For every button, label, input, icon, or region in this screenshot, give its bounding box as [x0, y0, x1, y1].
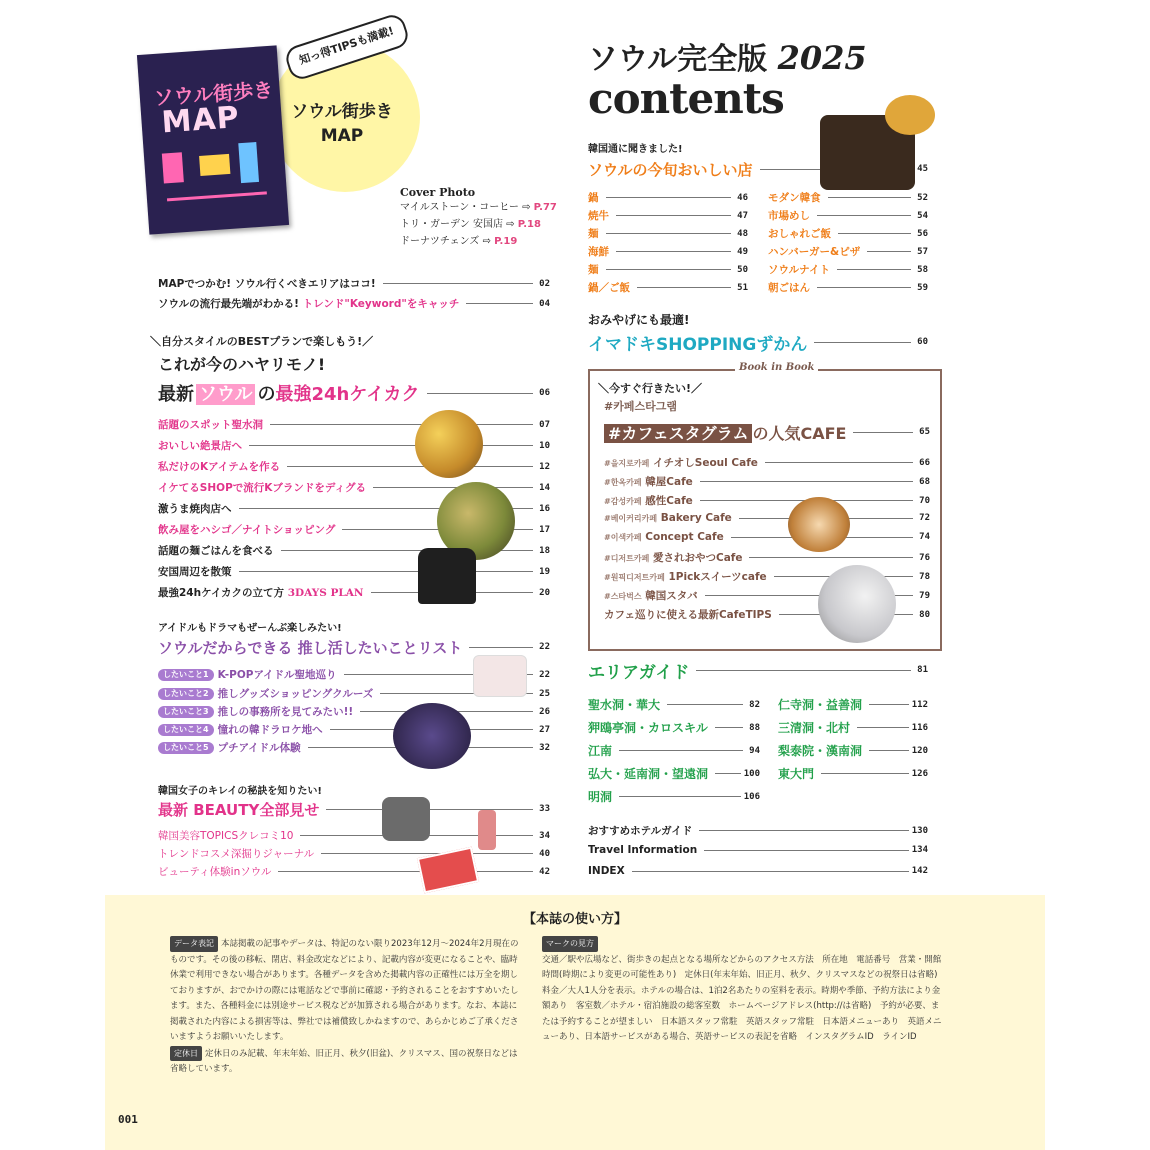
title-year: 2025	[777, 39, 867, 77]
map-booklet-image	[137, 45, 289, 234]
how-to-mark-notes: マークの見方 交通／駅や広場など、街歩きの起点となる場所などからのアクセス方法 所在地 電話番号 営業・開館時間(時期により変更の可能性あり) 定休日(年末年始、旧正月、秋夕、クリスマスなどの祝祭日は省略) 料金／大人1人分を表示。ホテルの場合は、1泊2名あたりの室料を表示。時期や季節、予約方法により金額あり 客室数／ホテル・宿泊施設の総客室数 ホームページアドレス(http://は省略) 予約が必要、または予約することが望ましい 日本語スタッフ常駐 英語スタッフ常駐 日本語メニューあり 英語メニューあり、日本語サービスがある場合、英語サービスの表記を省略 インスタグラムID ラインID	[542, 936, 942, 1046]
tips-badge: 知っ得TIPSも満載!	[283, 12, 411, 83]
how-to-use-title: 【本誌の使い方】	[522, 912, 627, 927]
cover-photo-credits	[400, 186, 557, 250]
cover-photo-item: ドーナツチェンズ ⇨ P.19	[400, 236, 518, 247]
toc-row[interactable]: 鍋／ご飯 51	[588, 282, 748, 294]
hayari-sub: これが今のハヤリモノ!	[158, 355, 326, 374]
toc-row[interactable]: 明洞 106	[588, 790, 760, 804]
toc-row[interactable]: したいこと1 K-POPアイドル聖地巡り 22	[158, 667, 550, 682]
book-in-book-label: Book in Book	[735, 362, 818, 373]
page-number: 001	[118, 1113, 138, 1126]
toc-row[interactable]: 麺 50	[588, 264, 748, 276]
toc-row[interactable]: #베이커리카페 Bakery Cafe 72	[604, 512, 930, 524]
map-book-map: MAP	[160, 100, 241, 141]
toc-row[interactable]: Travel Information 134	[588, 844, 928, 856]
beauty-kicker: 韓国女子のキレイの秘訣を知りたい!	[158, 786, 322, 797]
toc-row[interactable]: 最強24hケイカクの立て方 3DAYS PLAN 20	[158, 587, 550, 599]
toc-row[interactable]: ビューティ体験inソウル 42	[158, 866, 550, 878]
toc-row[interactable]: したいこと4 憧れの韓ドラロケ地へ 27	[158, 722, 550, 737]
toc-row[interactable]: ソウルナイト 58	[768, 264, 928, 276]
bib-hashtag: #카페스타그램	[604, 400, 677, 413]
oshi-heading[interactable]: ソウルだからできる 推し活したいことリスト 22	[158, 638, 550, 657]
food-heading[interactable]: ソウルの今旬おいしい店 45	[588, 160, 928, 179]
map-book-decor	[238, 142, 259, 183]
bib-heading[interactable]: #カフェスタグラム の人気CAFE 65	[604, 420, 930, 444]
toc-row[interactable]: 朝ごはん 59	[768, 282, 928, 294]
toc-row[interactable]: #을지로카페 イチオしSeoul Cafe 66	[604, 457, 930, 469]
how-to-data-notes: データ表記 本誌掲載の記事やデータは、特記のない限り2023年12月～2024年2月現在のものです。その後の移転、閉店、料金改定などにより、記載内容が変更になることや、臨時休業で利用できない場合があります。各種データを含めた掲載内容の正確性には万全を期しておりますが、おでかけの際には電話などで事前に確認・予約されることをおすすめいたします。また、各種料金には別途サービス税などが加算される場合があります。なお、本誌に掲載された内容による損害等は、弊社では補償致しかねますので、あらかじめご了承くださいますようお願いいたします。 定休日 定休日のみ記載、年末年始、旧正月、秋夕(旧盆)、クリスマス、国の祝祭日などは省略しています。	[170, 936, 522, 1078]
data-tag: データ表記	[170, 936, 218, 952]
toc-row[interactable]: #스타벅스 韓国スタバ 79	[604, 590, 930, 602]
shopping-heading[interactable]: イマドキSHOPPINGずかん 60	[588, 334, 928, 355]
cosmetic-jar-photo	[382, 797, 430, 841]
toc-row[interactable]: したいこと5 プチアイドル体験 32	[158, 740, 550, 755]
toc-row[interactable]: 麺 48	[588, 228, 748, 240]
toc-row[interactable]: 聖水洞・華大 82	[588, 698, 760, 712]
toc-row[interactable]: 韓国美容TOPICSクレコミ10 34	[158, 830, 550, 842]
toc-row[interactable]: #디저트카페 愛されおやつCafe 76	[604, 552, 930, 564]
hayari-heading[interactable]: 最新 ソウル の最強24hケイカク 06	[158, 384, 550, 405]
cover-photo-item: トリ・ガーデン 安国店 ⇨ P.18	[400, 219, 541, 230]
mark-tag: マークの見方	[542, 936, 598, 952]
food-photo	[415, 410, 483, 478]
map-label-line2: MAP	[320, 126, 364, 146]
toc-row[interactable]: おしゃれご飯 56	[768, 228, 928, 240]
map-label-line1: ソウル街歩き	[291, 102, 393, 122]
toc-row[interactable]: 狎鴎亭洞・カロスキル 88	[588, 721, 760, 735]
beauty-heading[interactable]: 最新 BEAUTY全部見せ 33	[158, 800, 550, 819]
cafe-interior-photo	[818, 565, 896, 643]
cover-photo-heading: Cover Photo	[400, 186, 476, 199]
bib-kicker: ＼今すぐ行きたい!／	[598, 382, 703, 395]
food-kicker: 韓国通に聞きました!	[588, 144, 683, 155]
area-heading[interactable]: エリアガイド 81	[588, 662, 928, 683]
goods-photo	[473, 655, 527, 697]
toc-row[interactable]: #감성카페 感性Cafe 70	[604, 495, 930, 507]
map-book-title: ソウル街歩き	[153, 77, 274, 110]
lipstick-photo	[478, 810, 496, 850]
toc-row[interactable]: #한옥카페 韓屋Cafe 68	[604, 476, 930, 488]
toc-row[interactable]: 東大門 126	[778, 767, 928, 781]
oshi-kicker: アイドルもドラマもぜーんぶ楽しみたい!	[158, 623, 342, 634]
page-title: ソウル完全版 2025	[588, 39, 867, 77]
toc-row[interactable]: おいしい絶景店へ 10	[158, 440, 550, 452]
toc-row[interactable]: 私だけのKアイテムを作る 12	[158, 461, 550, 473]
toc-row[interactable]: 海鮮 49	[588, 246, 748, 258]
sweatshirt-photo	[418, 548, 476, 604]
toc-row[interactable]: 三清洞・北村 116	[778, 721, 928, 735]
toc-row[interactable]: 飲み屋をハシゴ／ナイトショッピング 17	[158, 524, 550, 536]
toc-row[interactable]: 江南 94	[588, 744, 760, 758]
cover-photo-item: マイルストーン・コーヒー ⇨ P.77	[400, 202, 557, 213]
toc-row[interactable]: ソウルの流行最先端がわかる! トレンド"Keyword"をキャッチ 04	[158, 298, 550, 310]
cafe-dish-photo	[788, 497, 850, 552]
toc-row[interactable]: INDEX 142	[588, 865, 928, 877]
toc-row[interactable]: 焼牛 47	[588, 210, 748, 222]
toc-row[interactable]: 話題の麺ごはんを食べる 18	[158, 545, 550, 557]
toc-row[interactable]: ハンバーガー&ピザ 57	[768, 246, 928, 258]
pastry-photo	[885, 95, 935, 135]
toc-row[interactable]: イケてるSHOPで流行Kブランドをディグる 14	[158, 482, 550, 494]
map-label	[282, 100, 402, 148]
toc-row[interactable]: #원픽디저트카페 1Pickスイーツcafe 78	[604, 571, 930, 583]
map-book-decor	[162, 152, 184, 183]
map-book-decor	[199, 154, 230, 176]
toc-row[interactable]: 安国周辺を散策 19	[158, 566, 550, 578]
toc-row[interactable]: おすすめホテルガイド 130	[588, 825, 928, 837]
toc-row[interactable]: カフェ巡りに使える最新CafeTIPS 80	[604, 609, 930, 621]
toc-row[interactable]: 弘大・延南洞・望遠洞 100	[588, 767, 760, 781]
contents-title: contents	[588, 74, 784, 123]
toc-row[interactable]: #이색카페 Concept Cafe 74	[604, 531, 930, 543]
toc-row[interactable]: したいこと2 推しグッズショッピングクルーズ 25	[158, 686, 550, 701]
holiday-tag: 定休日	[170, 1046, 202, 1062]
toc-row[interactable]: モダン韓食 52	[768, 192, 928, 204]
toc-row[interactable]: 仁寺洞・益善洞 112	[778, 698, 928, 712]
toc-row[interactable]: トレンドコスメ深掘りジャーナル 40	[158, 848, 550, 860]
shopping-kicker: おみやげにも最適!	[588, 313, 690, 327]
hayari-kicker: ＼自分スタイルのBESTプランで楽しもう!／	[150, 335, 374, 348]
map-book-decor	[167, 191, 267, 201]
toc-row[interactable]: MAPでつかむ! ソウル行くべきエリアはココ! 02	[158, 278, 550, 290]
toc-row[interactable]: 市場めし 54	[768, 210, 928, 222]
idol-photo	[393, 703, 471, 769]
toc-row[interactable]: 激うま焼肉店へ 16	[158, 503, 550, 515]
toc-row[interactable]: 梨泰院・漢南洞 120	[778, 744, 928, 758]
toc-row[interactable]: 話題のスポット聖水洞 07	[158, 419, 550, 431]
toc-row[interactable]: 鍋 46	[588, 192, 748, 204]
toc-row[interactable]: したいこと3 推しの事務所を見てみたい!! 26	[158, 704, 550, 719]
